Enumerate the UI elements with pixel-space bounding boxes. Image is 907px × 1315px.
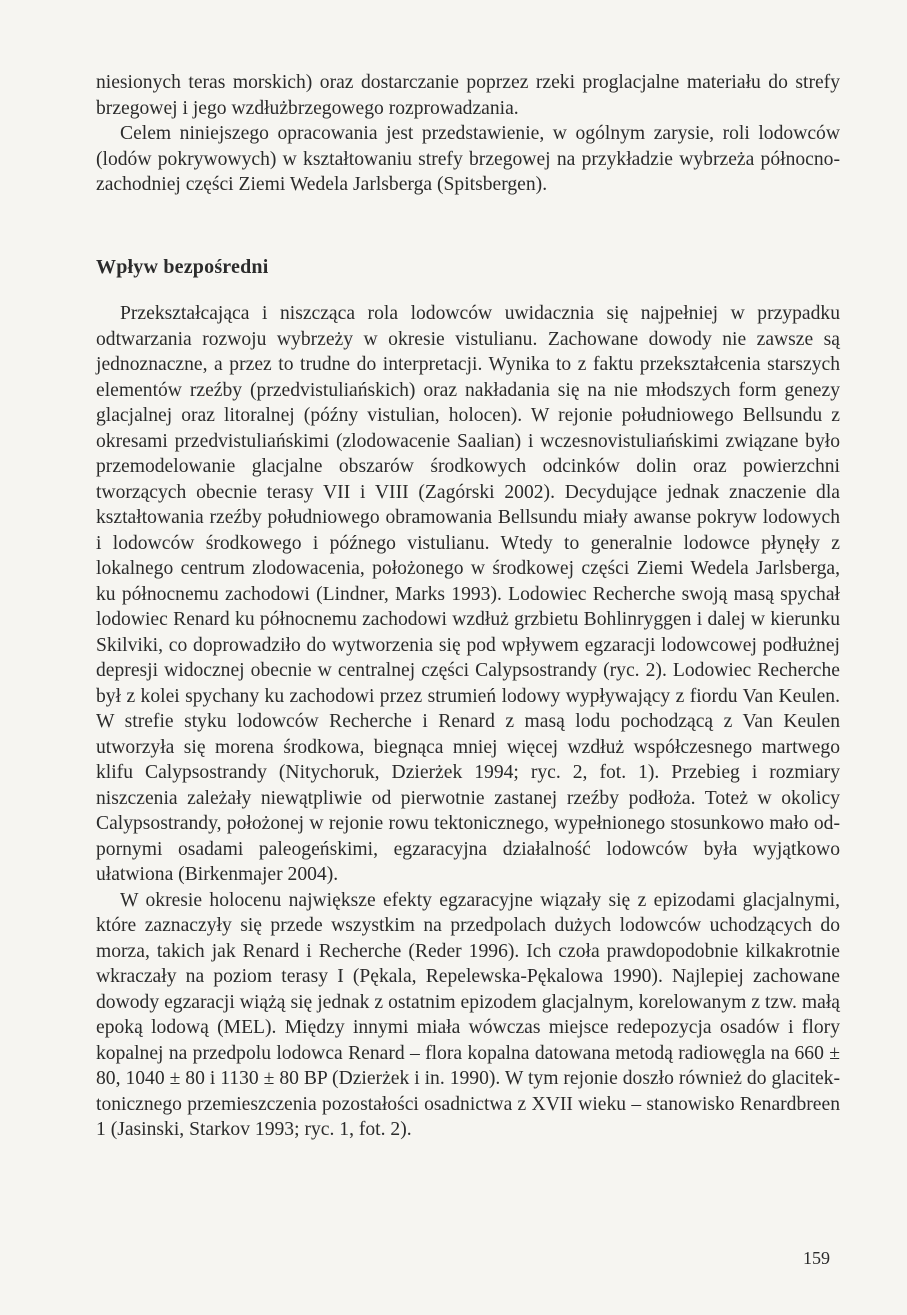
page-number: 159: [803, 1248, 830, 1268]
section-paragraph-2: W okresie holocenu największe efekty egzaracyjne wiązały się z epizodami glacjalnymi, które zaznaczyły się przede wszystkim na przedpolach dużych lodowców uchodzących do morza, takich jak Renard i Recherche (Reder 1996). Ich czoła prawdopodobnie kilkakrotnie wkraczały na poziom terasy I (Pękala, Repelewska-Pękalowa 1990). Najlepiej zachowane dowody egzaracji wiążą się jednak z ostatnim epizodem glacjalnym, korelowanym z tzw. małą epoką lodową (MEL). Między innymi miała wówczas miejsce redepozycja osadów i flory kopalnej na przedpolu lodowca Renard – flora kopalna datowana metodą radiowęgla na 660 ± 80, 1040 ± 80 i 1130 ± 80 BP (Dzierżek i in. 1990). W tym rejonie doszło również do glacitektonicznego przemieszczenia pozostałości osadnictwa z XVII wieku – stanowisko Renardbreen 1 (Jasinski, Starkov 1993; ryc. 1, fot. 2).: [96, 889, 840, 1140]
intro-block: [96, 70, 840, 198]
section-paragraph-1: Przekształcająca i niszcząca rola lodowców uwidacznia się najpełniej w przypadku odtwarzania rozwoju wybrzeży w okresie vistulianu. Zachowane dowody nie zawsze są jednoznaczne, a przez to trudne do interpretacji. Wynika to z faktu przekształcenia starszych elementów rzeźby (przedvistuliańskich) oraz nakładania się na nie młodszych form genezy glacjalnej oraz litoralnej (późny vistulian, holocen). W rejonie południowego Bellsundu z okresami przedvistuliańskimi (zlodowacenie Saalian) i wczesnovistuliańskimi związane było przemodelowanie glacjalne obszarów środkowych odcinków dolin oraz powierzchni tworzących obecnie terasy VII i VIII (Zagórski 2002). Decydujące jednak znaczenie dla kształtowania rzeźby południowego obramowania Bellsundu miały awanse pokryw lodowych i lodowców środkowego i późnego vistulianu. Wtedy to generalnie lodowce płynęły z lokalnego centrum zlodowacenia, położonego w środkowej części Ziemi Wedela Jarlsberga, ku północnemu zachodowi (Lindner, Marks 1993). Lodowiec Recherche swoją masą spychał lodowiec Renard ku północnemu zachodowi wzdłuż grzbietu Bohlinryggen i dalej w kierunku Skilviki, co doprowadziło do wytworzenia się pod wpływem egzaracji lodowcowej podłużnej depresji widocznej obecnie w centralnej części Calypsostrandy (ryc. 2). Lodowiec Recherche był z kolei spychany ku zachodowi przez strumień lodowy wypływający z fiordu Van Keulen. W strefie styku lodowców Recherche i Renard z masą lodu pochodzącą z Van Keulen utworzyła się morena środkowa, biegnąca mniej więcej wzdłuż współczesnego martwego klifu Calypsostrandy (Nitychoruk, Dzierżek 1994; ryc. 2, fot. 1). Przebieg i rozmiary niszczenia zależały niewątpliwie od pierwotnie zastanej rzeźby podłoża. Toteż w okolicy Calypsostrandy, położonej w rejonie rowu tektonicznego, wypełnionego stosunkowo mało odpornymi osadami paleogeńskimi, egzaracyjna działalność lodowców była wyjątkowo ułatwiona (Birkenmajer 2004).: [96, 303, 840, 885]
intro-paragraph-aim: Celem niniejszego opracowania jest przedstawienie, w ogólnym zarysie, roli lodowców (lodów pokrywowych) w kształtowaniu strefy brzegowej na przykładzie wybrzeża północno-zachodniej części Ziemi Wedela Jarlsberga (Spitsbergen).: [96, 123, 840, 195]
intro-paragraph-continued: niesionych teras morskich) oraz dostarczanie poprzez rzeki proglacjalne materiału do strefy brzegowej i jego wzdłużbrzegowego rozprowadzania.: [96, 72, 840, 119]
section-heading: Wpływ bezpośredni: [96, 256, 269, 278]
section-body: [96, 301, 840, 1143]
